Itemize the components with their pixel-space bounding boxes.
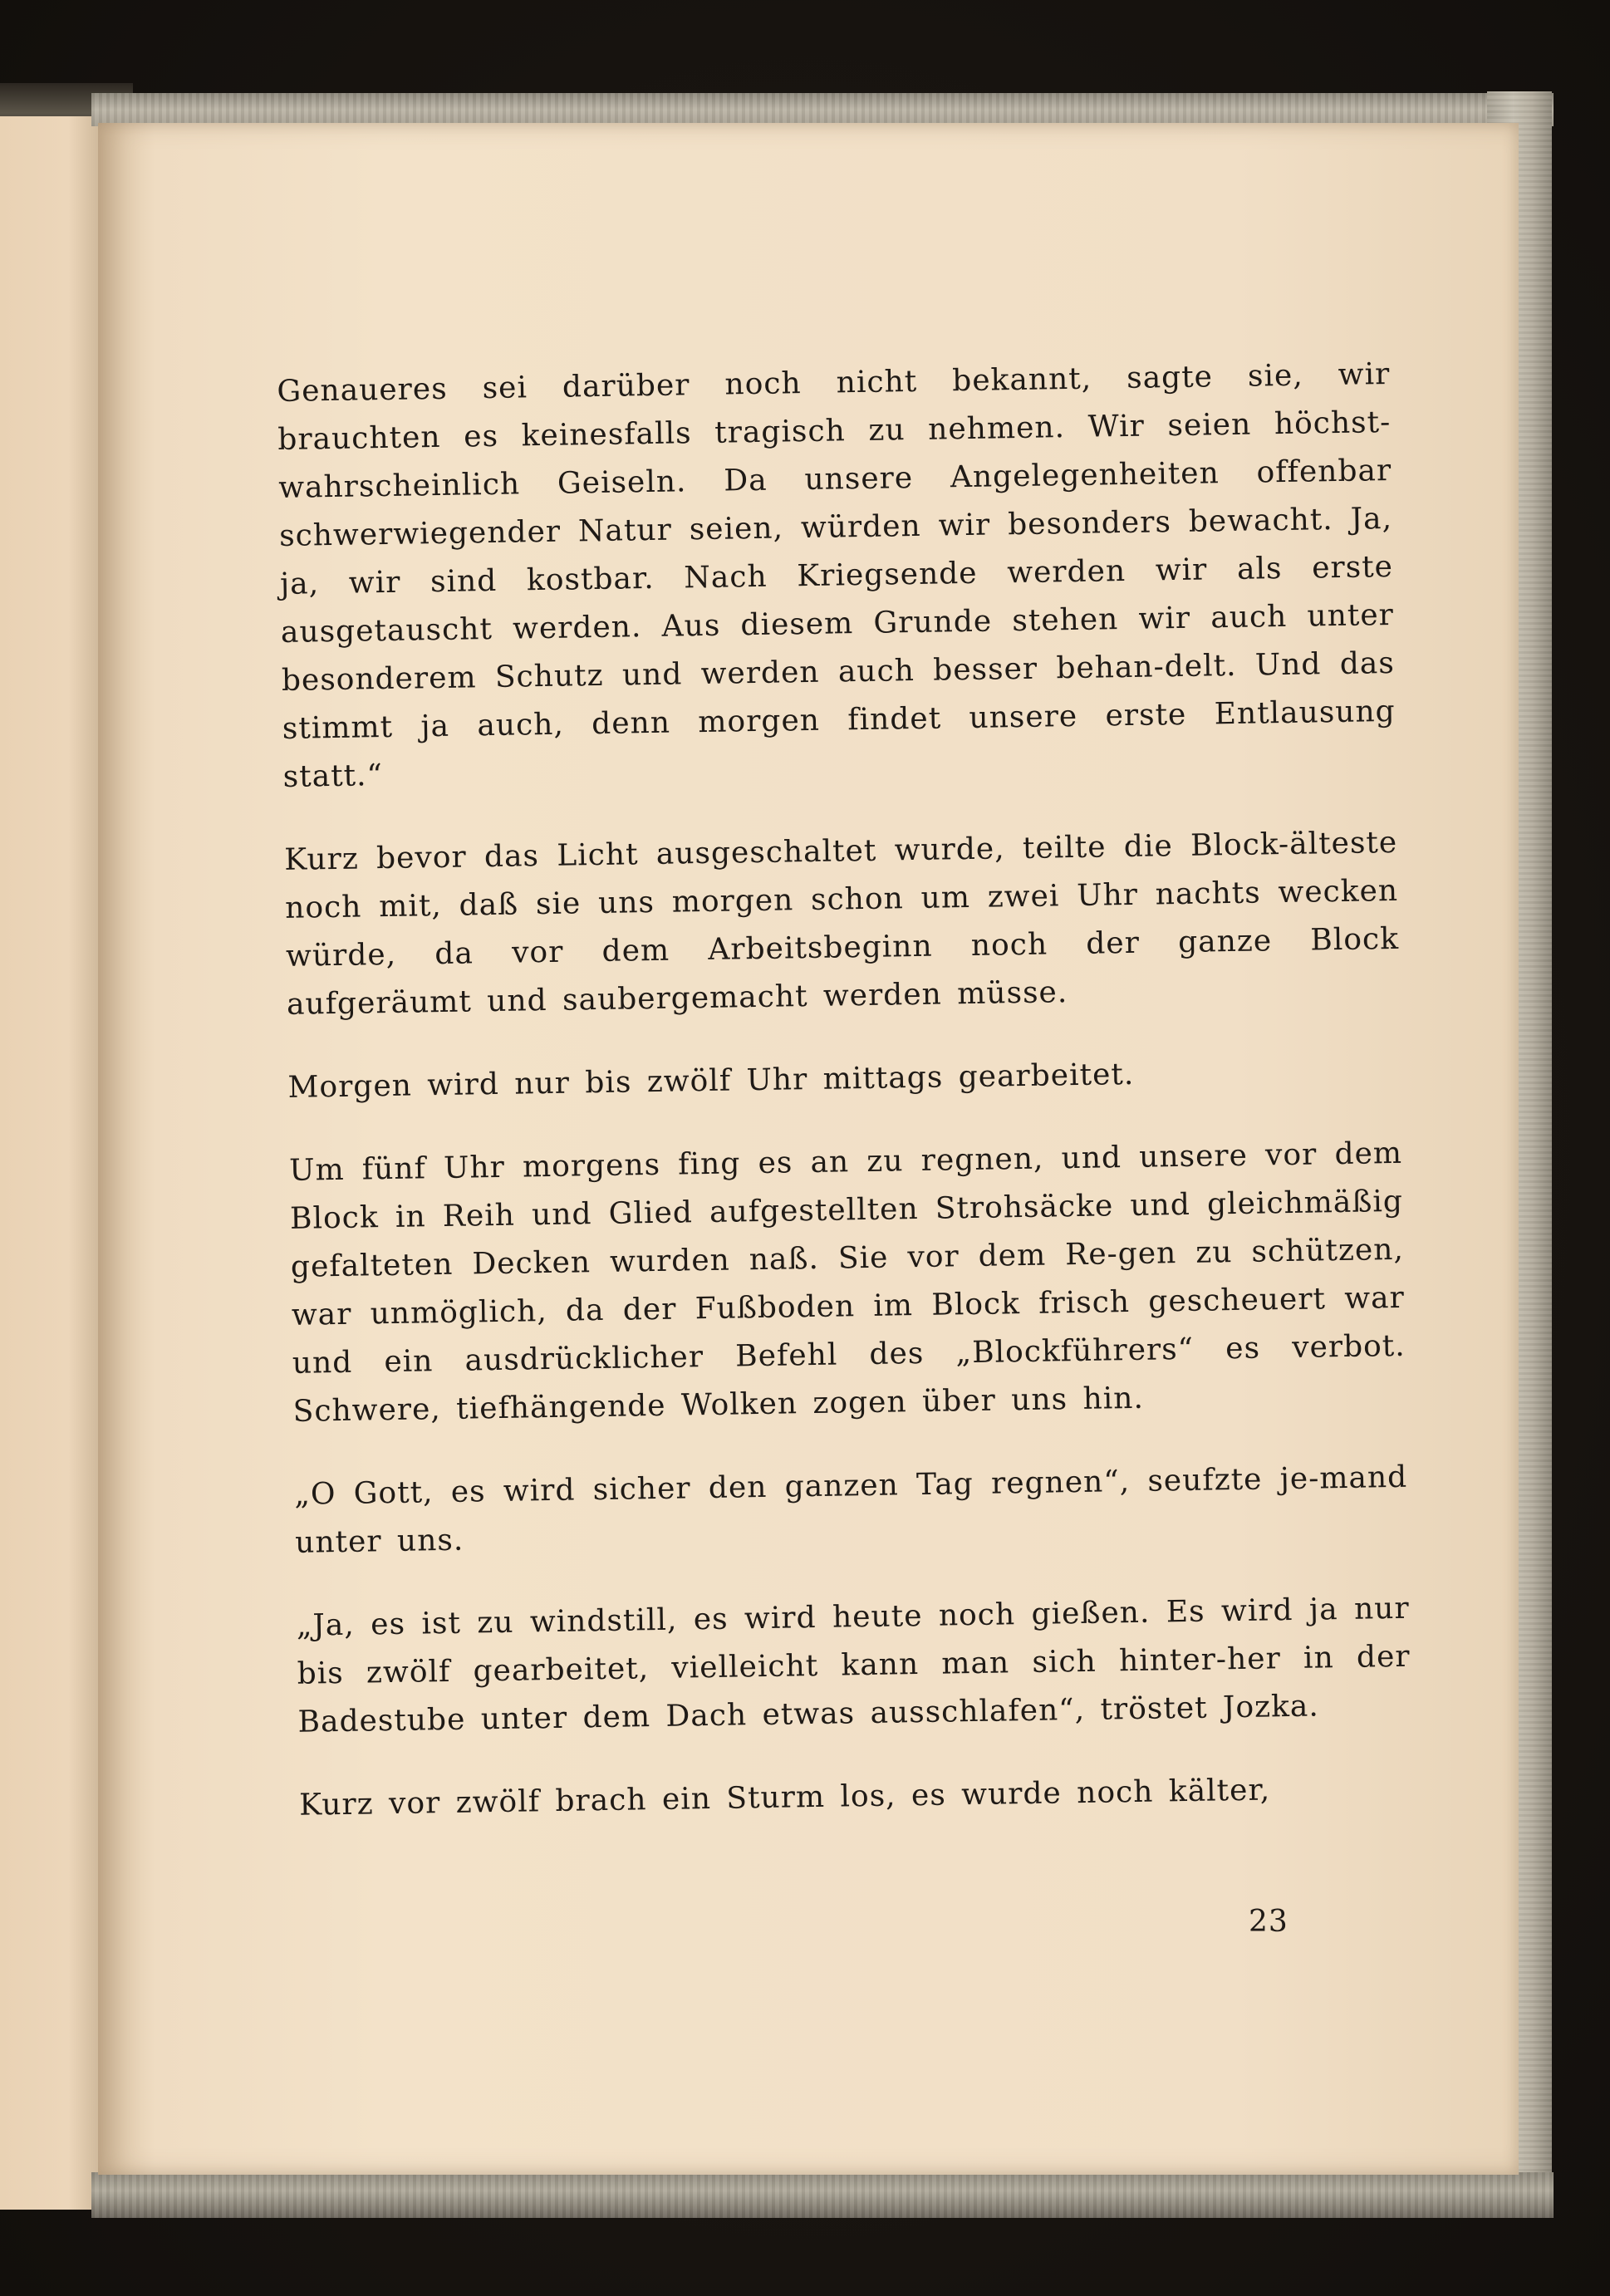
page-number: 23 (1249, 1905, 1288, 1939)
paragraph: „O Gott, es wird sicher den ganzen Tag regnen“, seufzte je-mand unter uns. (293, 1460, 1408, 1560)
paragraph: Um fünf Uhr morgens fing es an zu regnen, und unsere vor dem Block in Reih und Glied aufgestellten Strohsäcke und gleichmäßig gefalteten Decken wurden naß. Sie vor dem Re-gen zu schützen, war unmöglich, da der Fußboden im Block frisch gescheuert war und ein ausdrücklicher Befehl des „Blockführers“ es verbot. Schwere, tiefhängende Wolken zogen über uns hin. (288, 1136, 1406, 1429)
paragraph: Morgen wird nur bis zwölf Uhr mittags gearbeitet. (287, 1057, 1135, 1105)
paragraph: Genaueres sei darüber noch nicht bekannt, sagte sie, wir brauchten es keinesfalls tragisch zu nehmen. Wir seien höchst-wahrscheinlich Geiseln. Da unsere Angelegenheiten offenbar schwerwiegender Natur seien, würden wir besonders bewacht. Ja, ja, wir sind kostbar. Nach Kriegsende werden wir als erste ausgetauscht werden. Aus diesem Grunde stehen wir auch unter besonderem Schutz und werden auch besser behan-delt. Und das stimmt ja auch, denn morgen findet unsere erste Entlausung statt.“ (277, 356, 1396, 794)
book-page (98, 123, 1519, 2175)
top-cover-board (91, 93, 1554, 126)
page-text-block (277, 351, 1413, 1865)
bottom-cover-board (91, 2172, 1554, 2218)
paragraph: Kurz bevor das Licht ausgeschaltet wurde, teilte die Block-älteste noch mit, daß sie uns morgen schon um zwei Uhr nachts wecken würde, da vor dem Arbeitsbeginn noch der ganze Block aufgeräumt und saubergemacht werden müsse. (283, 825, 1400, 1022)
paragraph: „Ja, es ist zu windstill, es wird heute noch gießen. Es wird ja nur bis zwölf gearbeitet, vielleicht kann man sich hinter-her in der Badestube unter dem Dach etwas ausschlafen“, tröstet Jozka. (296, 1591, 1411, 1739)
paragraph: Kurz vor zwölf brach ein Sturm los, es wurde noch kälter, (298, 1773, 1271, 1823)
